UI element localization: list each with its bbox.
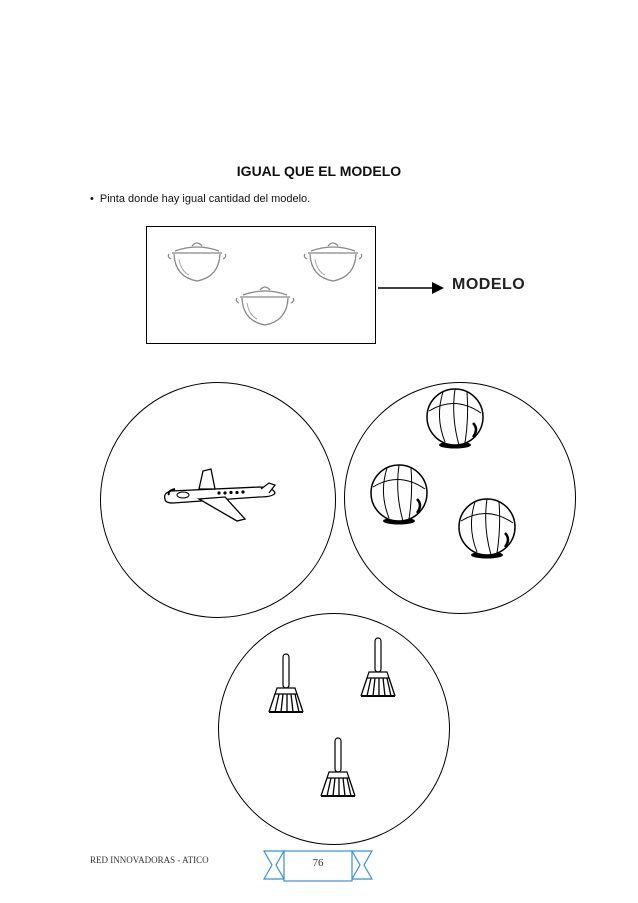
ball-icon (425, 387, 487, 451)
model-box (146, 226, 376, 344)
airplane-group[interactable] (100, 382, 336, 618)
pot-icon (235, 281, 295, 329)
page-title: IGUAL QUE EL MODELO (236, 163, 402, 179)
ball-icon (457, 497, 519, 561)
instruction-bullet: • (90, 193, 94, 205)
arrow-icon (378, 282, 444, 294)
pot-icon (303, 237, 363, 285)
page-number: 76 (312, 857, 324, 869)
instruction-text: Pinta donde hay igual cantidad del modelo. (99, 193, 311, 205)
broom-icon (319, 738, 359, 800)
broom-icon (359, 638, 399, 700)
airplane-icon (159, 465, 279, 525)
ball-icon (369, 463, 431, 527)
broom-group[interactable] (218, 613, 450, 845)
broom-icon (267, 654, 307, 716)
ball-group[interactable] (344, 382, 576, 614)
instruction (90, 193, 310, 205)
model-label: MODELO (452, 276, 526, 293)
footer-text: RED INNOVADORAS - ATICO (90, 855, 209, 865)
pot-icon (167, 237, 227, 285)
